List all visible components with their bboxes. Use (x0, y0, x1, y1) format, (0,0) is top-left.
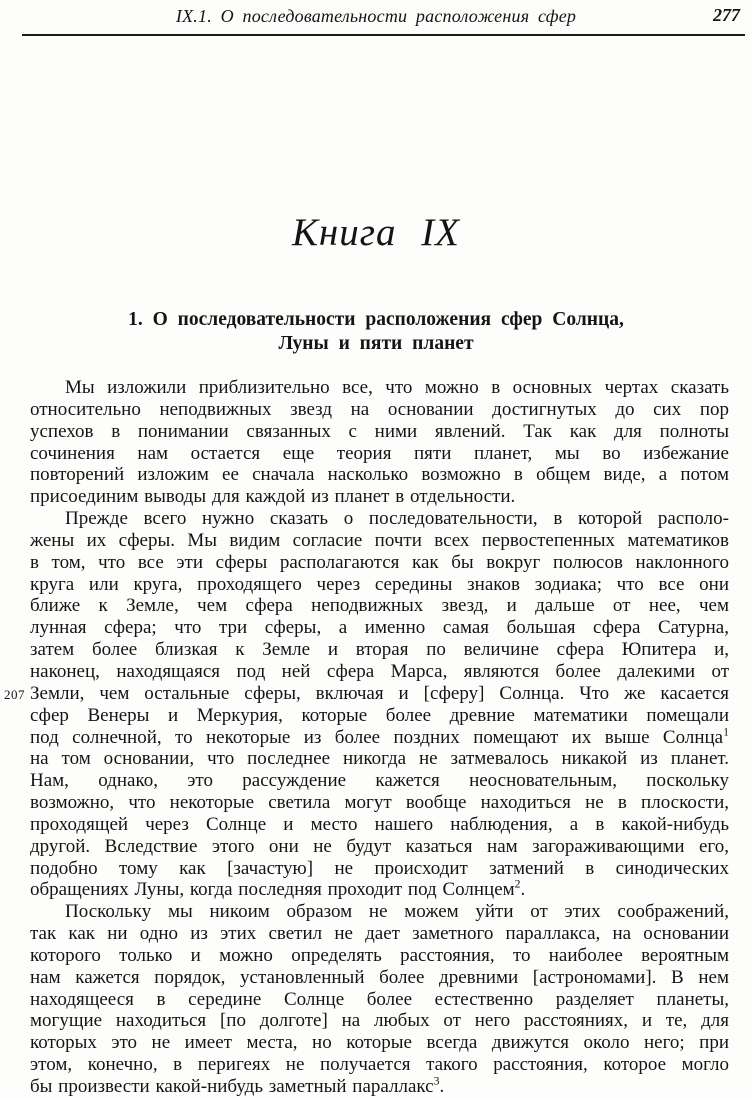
text-line: жены их сферы. Мы видим согласие почти всех первостепенных математиков (30, 529, 729, 551)
text-line: круга или круга, проходящего через середины знаков зодиака; что все они (30, 573, 729, 595)
text-line: Прежде всего нужно сказать о последовательности, в которой располо- (65, 508, 729, 530)
text-line: нам кажется порядок, установленный более древними [астрономами]. В нем (30, 966, 729, 988)
book-title: Книга IX (291, 211, 461, 254)
text-line: наконец, находящаяся под ней сфера Марса, являются более далекими от (30, 660, 729, 682)
section-heading-line-2: Луны и пяти планет (278, 332, 474, 354)
footnote-marker: 2 (514, 878, 521, 892)
footnote-marker: 3 (433, 1074, 440, 1088)
text-line: Поскольку мы никоим образом не можем уйти от этих соображений, (65, 901, 729, 923)
text-line: относительно неподвижных звезд на основании достигнутых до сих пор (30, 398, 729, 420)
footnote-marker: 1 (723, 725, 729, 739)
text-line: могущие находиться [по долготе] на любых от него расстояниях, и те, для (30, 1010, 729, 1032)
text-line: возможно, что некоторые светила могут вообще находиться не в плоскости, (30, 792, 729, 814)
text-line: повторений изложим ее сначала насколько возможно в общем виде, а потом (30, 464, 729, 486)
text-line: бы произвести какой-нибудь заметный параллакс$^3$. (30, 1074, 445, 1097)
text-line: Мы изложили приблизительно все, что можно в основных чертах сказать (65, 377, 729, 398)
text-line: которого только и можно определять расстояния, то наиболее вероятным (30, 944, 729, 966)
text-line: подобно тому как [зачастую] не происходит затмений в синодических (30, 857, 729, 879)
text-line: присоединим выводы для каждой из планет в отдельности. (30, 486, 516, 508)
text-line: которых это не имеет места, но которые всегда движутся около него; при (30, 1032, 729, 1054)
header-rule (22, 34, 745, 36)
text-line: затем более близкая к Земле и вторая по величине сфера Юпитера и, (30, 639, 729, 661)
text-line: проходящей через Солнце и место нашего наблюдения, а в какой-нибудь (30, 813, 729, 835)
paragraph (30, 508, 729, 901)
body-text (30, 377, 729, 1098)
text-line: под солнечной, то некоторые из более поздних помещают их выше Солнца$^1$ (30, 725, 729, 748)
text-line: другой. Вследствие этого они не будут казаться нам загораживающими его, (30, 835, 729, 857)
paragraph (30, 901, 729, 1098)
text-line: Нам, однако, это рассуждение кажется неосновательным, поскольку (30, 770, 729, 792)
page-number: 277 (713, 5, 740, 25)
text-line: обращениях Луны, когда последняя проходит под Солнцем$^2$. (30, 878, 526, 901)
running-header-title: IX.1. О последовательности расположения сфер (175, 6, 577, 26)
text-line: лунная сфера; что три сферы, а именно самая большая сфера Сатурна, (30, 617, 729, 639)
paragraph (30, 377, 729, 508)
text-line: ближе к Земле, чем сфера неподвижных звезд, и дальше от нее, чем (30, 595, 729, 617)
text-line: сфер Венеры и Меркурия, которые более древние математики помещали (30, 704, 729, 726)
text-line: в том, что все эти сферы располагаются как бы вокруг полюсов наклонного (30, 551, 729, 573)
text-line: сочинения нам остается еще теория пяти планет, мы во избежание (30, 442, 729, 464)
text-line: Земли, чем остальные сферы, включая и [сферу] Солнца. Что же касается (30, 682, 729, 704)
text-line: на том основании, что последнее никогда не затмевалось никакой из планет. (30, 748, 729, 770)
margin-folio-number: 207 (4, 687, 25, 702)
text-line: этом, конечно, в перигеях не получается такого расстояния, которое могло (30, 1054, 729, 1076)
text-line: находящееся в середине Солнце более естественно разделяет планеты, (30, 988, 729, 1010)
section-heading (0, 308, 752, 355)
text-line: так как ни одно из этих светил не дает заметного параллакса, на основании (30, 923, 729, 945)
section-heading-line-1: 1. О последовательности расположения сфер Солнца, (128, 309, 624, 330)
text-line: успехов в понимании связанных с ними явлений. Так как для полноты (30, 420, 729, 442)
